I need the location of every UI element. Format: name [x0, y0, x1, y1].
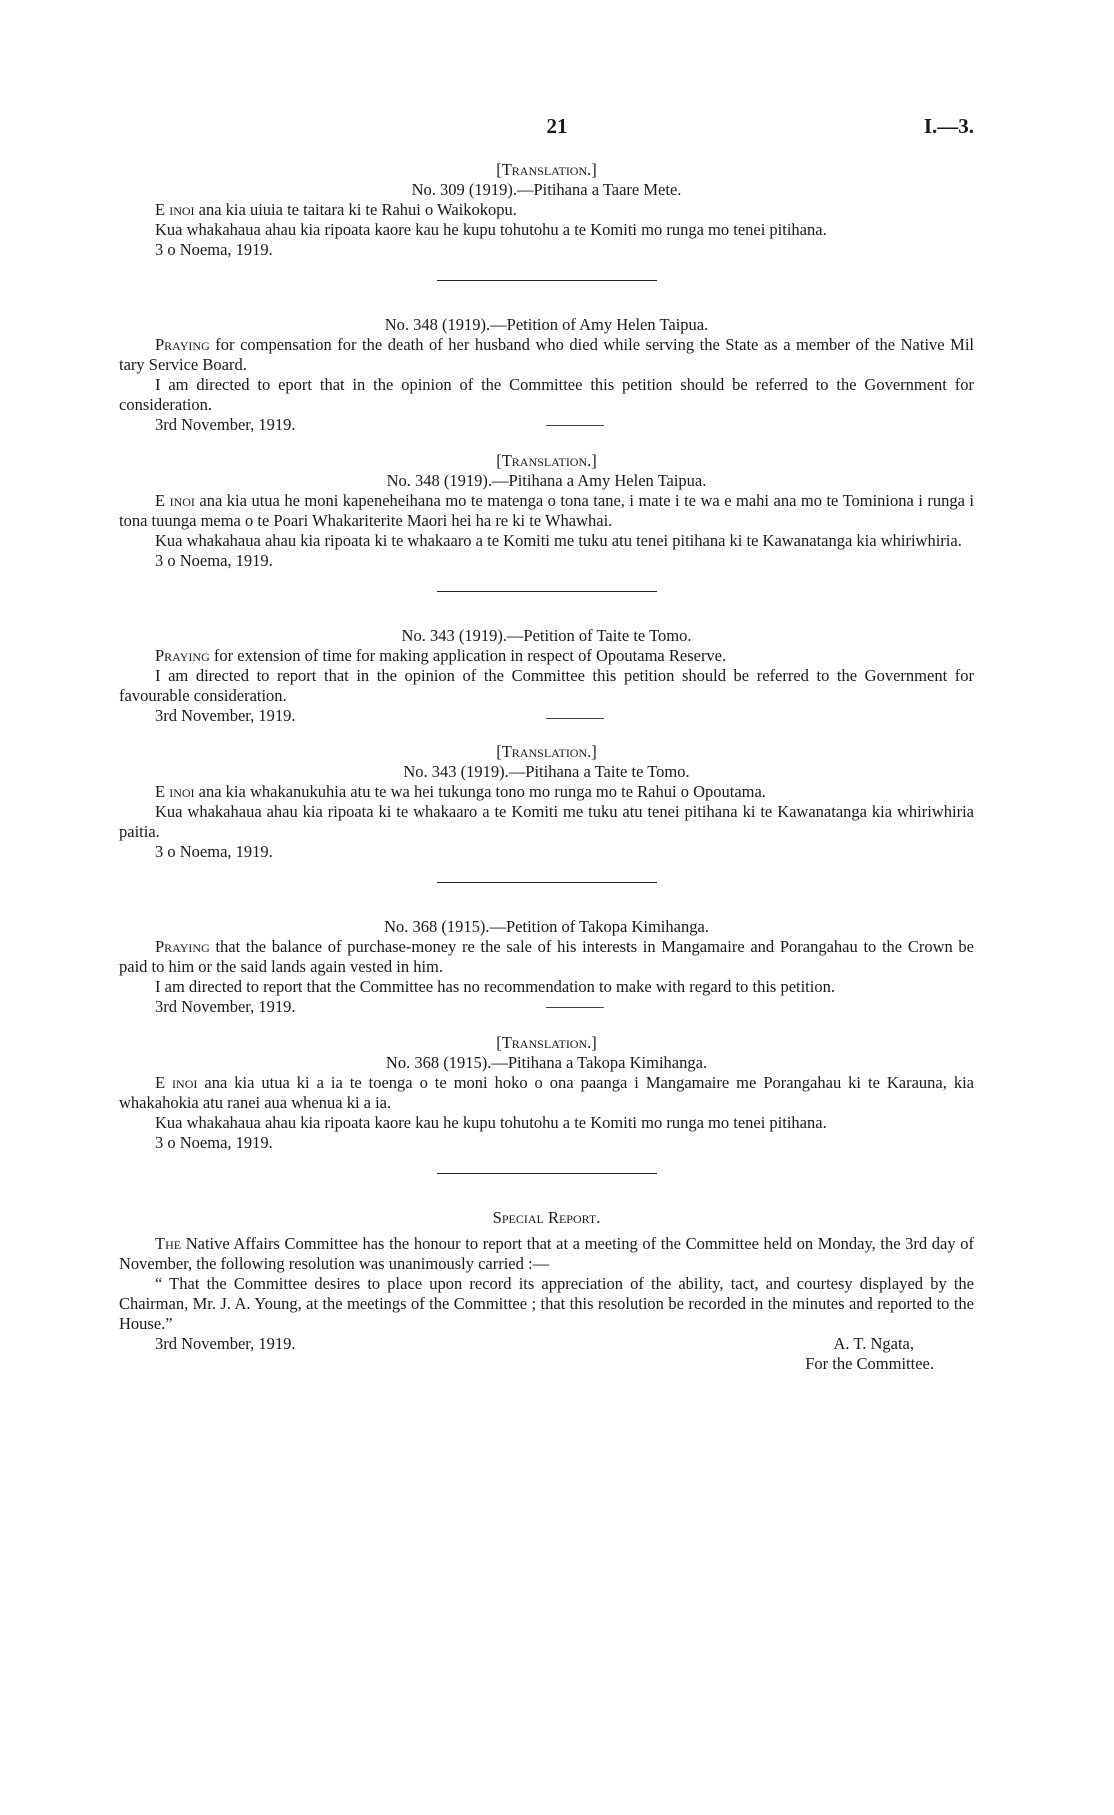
petition-prayer: [119, 1073, 974, 1113]
petition-prayer: [119, 200, 974, 220]
prayer-lead: Praying: [155, 937, 210, 956]
date-text: 3rd November, 1919.: [155, 997, 296, 1016]
petition-prayer: [119, 491, 974, 531]
signatory-role: For the Committee.: [805, 1354, 934, 1373]
prayer-text: ana kia whakanukuhia atu te wa hei tukunga tono mo runga mo te Rahui o Opoutama.: [198, 782, 766, 801]
special-report-intro: [119, 1234, 974, 1274]
petition-date: [119, 997, 974, 1017]
petition-date: [119, 706, 974, 726]
petition-recommendation: Kua whakahaua ahau kia ripoata ki te whakaaro a te Komiti me tuku atu tenei pitihana ki te Kawanatanga kia whiriwhiria.: [155, 531, 962, 550]
petition-recommendation: Kua whakahaua ahau kia ripoata kaore kau he kupu tohutohu a te Komiti mo runga mo tenei pitihana.: [155, 220, 827, 239]
section-divider: [437, 591, 657, 592]
petition-recommendation: I am directed to eport that in the opinion of the Committee this petition should be referred to the Government for consideration.: [119, 375, 974, 414]
petition-date: 3 o Noema, 1919.: [155, 1133, 273, 1152]
petition-348-translation: [119, 451, 974, 571]
special-report: [119, 1208, 974, 1394]
petition-309-translation: [119, 160, 974, 260]
date-text: 3rd November, 1919.: [155, 706, 296, 725]
petition-heading: No. 368 (1915).—Pitihana a Takopa Kimihanga.: [385, 1053, 708, 1072]
petition-368-translation: [119, 1033, 974, 1153]
section-divider: [437, 882, 657, 883]
petition-heading: No. 309 (1919).—Pitihana a Taare Mete.: [411, 180, 682, 199]
petition-348: [119, 315, 974, 435]
petition-date: [119, 415, 974, 435]
prayer-text: for extension of time for making application in respect of Opoutama Reserve.: [213, 646, 727, 665]
petition-date: 3 o Noema, 1919.: [155, 842, 273, 861]
prayer-lead: E inoi: [155, 1073, 198, 1092]
petition-343: [119, 626, 974, 726]
prayer-text: that the balance of purchase-money re the sale of his interests in Mangamaire and Porangahau to the Crown be paid to him or the said lands again vested in him.: [119, 937, 975, 976]
prayer-lead: E inoi: [155, 491, 195, 510]
translation-label: [Translation.]: [496, 1033, 597, 1052]
page-header: [0, 114, 1114, 144]
prayer-text: ana kia uiuia te taitara ki te Rahui o Waikokopu.: [198, 200, 517, 219]
petition-recommendation: I am directed to report that in the opinion of the Committee this petition should be referred to the Government for favourable consideration.: [119, 666, 974, 705]
petition-heading: No. 343 (1919).—Pitihana a Taite te Tomo.: [403, 762, 690, 781]
petition-prayer: [119, 646, 974, 666]
petition-343-translation: [119, 742, 974, 862]
petition-recommendation: Kua whakahaua ahau kia ripoata ki te whakaaro a te Komiti me tuku atu tenei pitihana ki te Kawanatanga kia whiriwhiria paitia.: [119, 802, 974, 841]
petition-368: [119, 917, 974, 1017]
prayer-text: for compensation for the death of her husband who died while serving the State as a member of the Native Mil tary Service Board.: [119, 335, 975, 374]
petition-heading: No. 368 (1915).—Petition of Takopa Kimihanga.: [384, 917, 709, 936]
petition-prayer: [119, 937, 974, 977]
prayer-lead: E inoi: [155, 782, 195, 801]
prayer-text: ana kia utua ki a ia te toenga o te moni hoko o ona paanga i Mangamaire me Porangahau ki te Karauna, kia whakahokia atu ranei aua whenua ki a ia.: [119, 1073, 975, 1112]
petition-prayer: [119, 335, 974, 375]
special-report-resolution: “ That the Committee desires to place upon record its appreciation of the ability, tact, and courtesy displayed by the Chairman, Mr. J. A. Young, at the meetings of the Committee ; that this resolution be recorded in the minutes and reported to the House.”: [119, 1274, 974, 1333]
petition-date: 3 o Noema, 1919.: [155, 551, 273, 570]
special-report-title: Special Report.: [492, 1208, 601, 1227]
short-divider: [546, 425, 604, 426]
special-report-date: 3rd November, 1919.: [155, 1334, 296, 1353]
page-content: [119, 160, 974, 1394]
translation-label: [Translation.]: [496, 451, 597, 470]
section-divider: [437, 1173, 657, 1174]
document-reference: I.—3.: [923, 114, 974, 138]
petition-heading: No. 343 (1919).—Petition of Taite te Tomo.: [401, 626, 692, 645]
short-divider: [546, 1007, 604, 1008]
intro-text: Native Affairs Committee has the honour to report that at a meeting of the Committee held on Monday, the 3rd day of November, the following resolution was unanimously carried :—: [119, 1234, 975, 1273]
petition-recommendation: Kua whakahaua ahau kia ripoata kaore kau he kupu tohutohu a te Komiti mo runga mo tenei pitihana.: [155, 1113, 827, 1132]
prayer-lead: Praying: [155, 646, 210, 665]
intro-lead: The: [155, 1234, 182, 1253]
translation-label: [Translation.]: [496, 160, 597, 179]
petition-date: 3 o Noema, 1919.: [155, 240, 273, 259]
petition-recommendation: I am directed to report that the Committee has no recommendation to make with regard to this petition.: [155, 977, 835, 996]
petition-heading: No. 348 (1919).—Pitihana a Amy Helen Taipua.: [386, 471, 707, 490]
petition-heading: No. 348 (1919).—Petition of Amy Helen Taipua.: [384, 315, 709, 334]
short-divider: [546, 718, 604, 719]
signatory-name: A. T. Ngata,: [833, 1334, 914, 1353]
translation-label: [Translation.]: [496, 742, 597, 761]
page-number: 21: [546, 114, 568, 138]
prayer-text: ana kia utua he moni kapeneheihana mo te matenga o tona tane, i mate i te wa e mahi ana mo te Tominiona i runga i tona tuunga mema o te Poari Whakariterite Maori hei ha re ki te Whawhai.: [119, 491, 975, 530]
date-text: 3rd November, 1919.: [155, 415, 296, 434]
petition-prayer: [119, 782, 974, 802]
prayer-lead: Praying: [155, 335, 210, 354]
prayer-lead: E inoi: [155, 200, 195, 219]
section-divider: [437, 280, 657, 281]
